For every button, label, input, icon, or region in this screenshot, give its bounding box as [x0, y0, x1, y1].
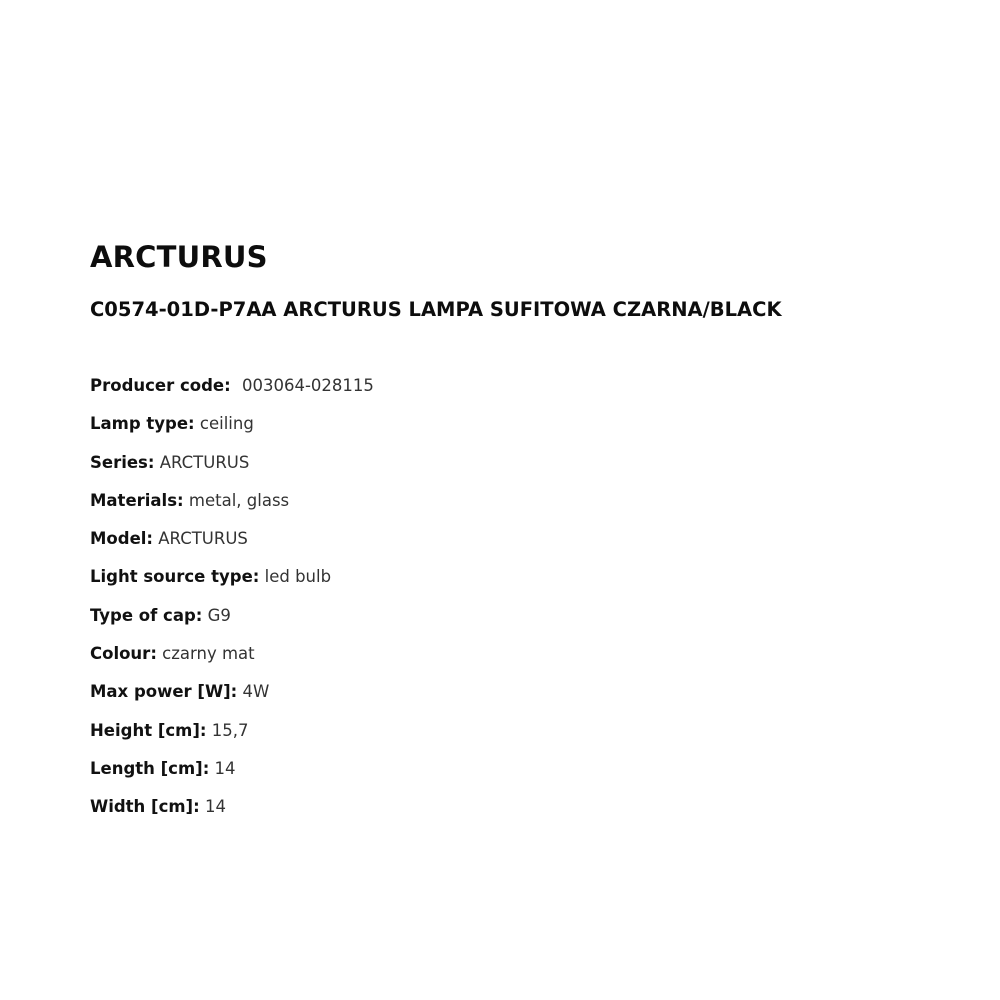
spec-label: Lamp type: [90, 414, 195, 434]
spec-label: Model: [90, 529, 154, 549]
spec-length [90, 755, 950, 793]
spec-materials [90, 487, 950, 525]
spec-model [90, 525, 950, 563]
product-name: C0574-01D-P7AA ARCTURUS LAMPA SUFITOWA CZARNA/BLACK [90, 298, 782, 321]
spec-value: 15,7 [211, 720, 249, 740]
spec-label: Producer code: [90, 376, 231, 395]
spec-value: ceiling [199, 414, 254, 434]
brand-title: ARCTURUS [90, 240, 268, 274]
product-details [90, 236, 950, 832]
spec-colour [90, 640, 950, 678]
spec-label: Type of cap: [90, 605, 203, 625]
spec-label: Length [cm]: [90, 758, 210, 778]
spec-lamp-type [90, 410, 950, 448]
spec-value: 14 [214, 758, 236, 778]
spec-type-of-cap [90, 602, 950, 640]
spec-value: 003064-028115 [241, 376, 374, 395]
spec-value: czarny mat [162, 644, 255, 664]
spec-series [90, 449, 950, 487]
spec-max-power [90, 678, 950, 716]
spec-width [90, 793, 950, 831]
spec-light-source-type [90, 563, 950, 601]
spec-value: led bulb [264, 567, 332, 587]
spec-label: Max power [W]: [90, 682, 238, 702]
spec-label: Series: [90, 452, 155, 472]
spec-value: metal, glass [188, 490, 290, 510]
spec-value: ARCTURUS [159, 452, 250, 472]
spec-label: Height [cm]: [90, 720, 207, 740]
spec-value: 14 [204, 797, 226, 817]
spec-label: Width [cm]: [90, 797, 200, 817]
spec-value: G9 [207, 605, 231, 625]
spec-label: Materials: [90, 490, 184, 510]
spec-label: Colour: [90, 644, 157, 664]
spec-value: 4W [242, 682, 270, 702]
spec-value: ARCTURUS [158, 529, 248, 549]
spec-list [90, 372, 950, 832]
spec-height [90, 717, 950, 755]
spec-label: Light source type: [90, 567, 260, 587]
spec-producer-code [90, 372, 950, 410]
